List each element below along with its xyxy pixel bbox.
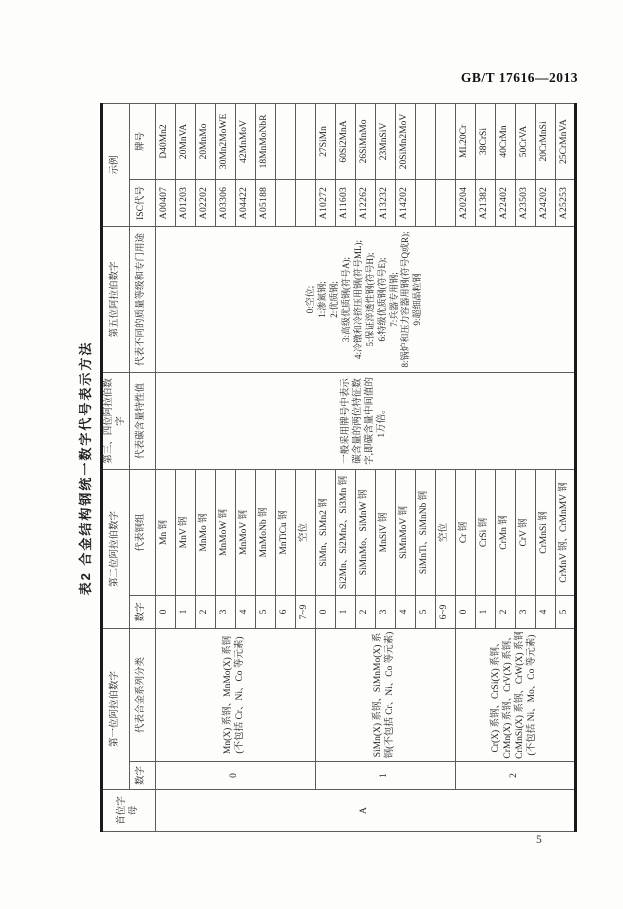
grade-cell: 20MnVA: [175, 103, 195, 179]
isc-code-cell: [295, 179, 315, 226]
subheader-steel-group: 代表钢组: [129, 469, 155, 595]
group-digit-cell: 0: [155, 762, 315, 790]
header-row-2: [129, 103, 155, 831]
header-digit1: 第一位阿拉伯数字: [102, 628, 130, 789]
steel-group-cell: Cr 钢: [455, 469, 475, 595]
isc-code-cell: A04422: [235, 179, 255, 226]
grade-cell: 20CrMnSi: [535, 103, 555, 179]
isc-code-cell: A21382: [475, 179, 495, 226]
isc-code-cell: A13232: [375, 179, 395, 226]
grade-cell: [435, 103, 455, 179]
quality-note: 3:高级优质钢(符号A);: [341, 256, 351, 342]
steel-group-cell: Mn 钢: [155, 469, 175, 595]
grade-cell: [275, 103, 295, 179]
steel-code-table: [100, 103, 577, 832]
header-row-1: [102, 103, 130, 831]
grade-cell: [295, 103, 315, 179]
subheader-isc: ISC代号: [129, 179, 155, 226]
digit-cell: 2: [495, 595, 515, 628]
subheader-digit2: 数字: [129, 595, 155, 628]
table-title: 表2 合金结构钢统一数字代号表示方法: [78, 340, 93, 596]
digit-cell: 4: [535, 595, 555, 628]
quality-notes-cell: [155, 226, 575, 372]
steel-group-cell: 空位: [435, 469, 455, 595]
digit-cell: 5: [415, 595, 435, 628]
steel-group-cell: SiMnMoV 钢: [395, 469, 415, 595]
header-digit5: 第五位阿拉伯数字: [102, 226, 130, 372]
rotated-table-block: [78, 104, 568, 832]
grade-cell: 30Mn2MoWE: [215, 103, 235, 179]
digit-cell: 2: [355, 595, 375, 628]
digit-cell: 0: [155, 595, 175, 628]
steel-group-cell: SiMnMo、SiMnW 钢: [355, 469, 375, 595]
header-example: 示例: [102, 103, 130, 226]
quality-note: 8:锅炉和压力容器用钢(符号Q或R);: [400, 231, 411, 368]
digit-cell: 6: [275, 595, 295, 628]
isc-code-cell: A25253: [555, 179, 575, 226]
grade-cell: ML20Cr: [455, 103, 475, 179]
first-letter-value-cell: A: [155, 790, 575, 832]
header-digit34: 第三、四位阿拉伯数字: [102, 372, 130, 469]
digit-cell: 0: [455, 595, 475, 628]
isc-code-cell: A23503: [515, 179, 535, 226]
subheader-carbon: 代表碳含量特性值: [129, 372, 155, 469]
header-first-letter: 首位字母: [102, 790, 156, 832]
isc-code-cell: A12262: [355, 179, 375, 226]
quality-note: 4:冷镦和冷挤压用钢(符号ML);: [352, 239, 363, 359]
isc-code-cell: [415, 179, 435, 226]
carbon-note-cell: 一般采用牌号中表示碳含量的两位特征数字,即碳含量中间值的1万倍。: [155, 372, 575, 469]
grade-cell: [415, 103, 435, 179]
quality-note: 1:渗氮钢;: [317, 281, 328, 318]
digit-cell: 7~9: [295, 595, 315, 628]
isc-code-cell: [435, 179, 455, 226]
series-cell: SiMn(X) 系钢、SiMnMo(X) 系钢(不包括 Cr、Ni、Co 等元素): [315, 628, 455, 761]
digit-cell: 5: [255, 595, 275, 628]
digit-cell: 4: [235, 595, 255, 628]
steel-group-cell: CrV 钢: [515, 469, 535, 595]
digit-cell: 6~9: [435, 595, 455, 628]
grade-cell: 20MnMo: [195, 103, 215, 179]
subheader-digit1: 数字: [129, 762, 155, 790]
quality-note: 6:特级优质钢(符号E);: [376, 257, 387, 342]
steel-group-cell: MnMoNb 钢: [255, 469, 275, 595]
group-digit-cell: 2: [455, 762, 575, 790]
grade-cell: 40CrMn: [495, 103, 515, 179]
subheader-series: 代表合金系列分类: [129, 628, 155, 761]
steel-group-cell: 空位: [295, 469, 315, 595]
steel-group-cell: CrMnV 钢、CrMnMV 钢: [555, 469, 575, 595]
quality-note: 0:空位;: [305, 285, 316, 314]
isc-code-cell: A01203: [175, 179, 195, 226]
quality-note: 5:保证淬透性钢(符号H);: [364, 252, 375, 347]
steel-group-cell: CrSi 钢: [475, 469, 495, 595]
digit-cell: 0: [315, 595, 335, 628]
isc-code-cell: [275, 179, 295, 226]
subheader-quality: 代表不同的质量等级和专门用途: [129, 226, 155, 372]
steel-group-cell: MnV 钢: [175, 469, 195, 595]
steel-group-cell: MnMo 钢: [195, 469, 215, 595]
digit-cell: 1: [175, 595, 195, 628]
steel-group-cell: CrMnSi 钢: [535, 469, 555, 595]
quality-note: 9:超细晶粒钢: [412, 273, 423, 326]
steel-group-cell: CrMn 钢: [495, 469, 515, 595]
table-row: [155, 103, 175, 831]
isc-code-cell: A02202: [195, 179, 215, 226]
grade-cell: 38CrSi: [475, 103, 495, 179]
group-digit-cell: 1: [315, 762, 455, 790]
grade-cell: 18MnMoNbR: [255, 103, 275, 179]
quality-note: 7:兵器专用钢;: [388, 272, 399, 327]
digit-cell: 1: [335, 595, 355, 628]
digit-cell: 3: [515, 595, 535, 628]
steel-group-cell: SiMn、SiMn2 钢: [315, 469, 335, 595]
isc-code-cell: A05188: [255, 179, 275, 226]
isc-code-cell: A10272: [315, 179, 335, 226]
digit-cell: 4: [395, 595, 415, 628]
digit-cell: 3: [215, 595, 235, 628]
steel-group-cell: MnSiV 钢: [375, 469, 395, 595]
steel-group-cell: MnTiCu 钢: [275, 469, 295, 595]
subheader-grade: 牌号: [129, 103, 155, 179]
grade-cell: 25CrMnVA: [555, 103, 575, 179]
steel-group-cell: MnMoV 钢: [235, 469, 255, 595]
quality-note: 2:优质钢;: [329, 281, 340, 318]
grade-cell: 42MnMoV: [235, 103, 255, 179]
grade-cell: 27SiMn: [315, 103, 335, 179]
isc-code-cell: A22402: [495, 179, 515, 226]
isc-code-cell: A24202: [535, 179, 555, 226]
steel-group-cell: Si2Mn、Si2Mn2、Si3Mn 钢: [335, 469, 355, 595]
isc-code-cell: A00407: [155, 179, 175, 226]
digit-cell: 3: [375, 595, 395, 628]
series-cell: Cr(X) 系钢、CrSi(X) 系钢、CrMn(X) 系钢、CrV(X) 系钢、CrMnSi(X) 系钢、CrW(X) 系钢(不包括 Ni、Mo、Co 等元素): [455, 628, 575, 761]
grade-cell: D40Mn2: [155, 103, 175, 179]
grade-cell: 20SiMn2MoV: [395, 103, 415, 179]
steel-group-cell: MnMoW 钢: [215, 469, 235, 595]
isc-code-cell: A11603: [335, 179, 355, 226]
grade-cell: 23MnSiV: [375, 103, 395, 179]
isc-code-cell: A14202: [395, 179, 415, 226]
standard-number: GB/T 17616—2013: [460, 70, 578, 85]
header-digit2: 第二位阿拉伯数字: [102, 469, 130, 628]
digit-cell: 2: [195, 595, 215, 628]
isc-code-cell: A03306: [215, 179, 235, 226]
grade-cell: 60Si2MnA: [335, 103, 355, 179]
digit-cell: 5: [555, 595, 575, 628]
grade-cell: 50CrVA: [515, 103, 535, 179]
page-number: 5: [536, 834, 542, 846]
isc-code-cell: A20204: [455, 179, 475, 226]
grade-cell: 26SiMnMo: [355, 103, 375, 179]
quality-notes-list: [157, 229, 573, 370]
digit-cell: 1: [475, 595, 495, 628]
series-cell: Mn(X) 系钢、MnMo(X) 系钢(不包括 Cr、Ni、Co 等元素): [155, 628, 315, 761]
steel-group-cell: SiMnTi、SiMnNb 钢: [415, 469, 435, 595]
